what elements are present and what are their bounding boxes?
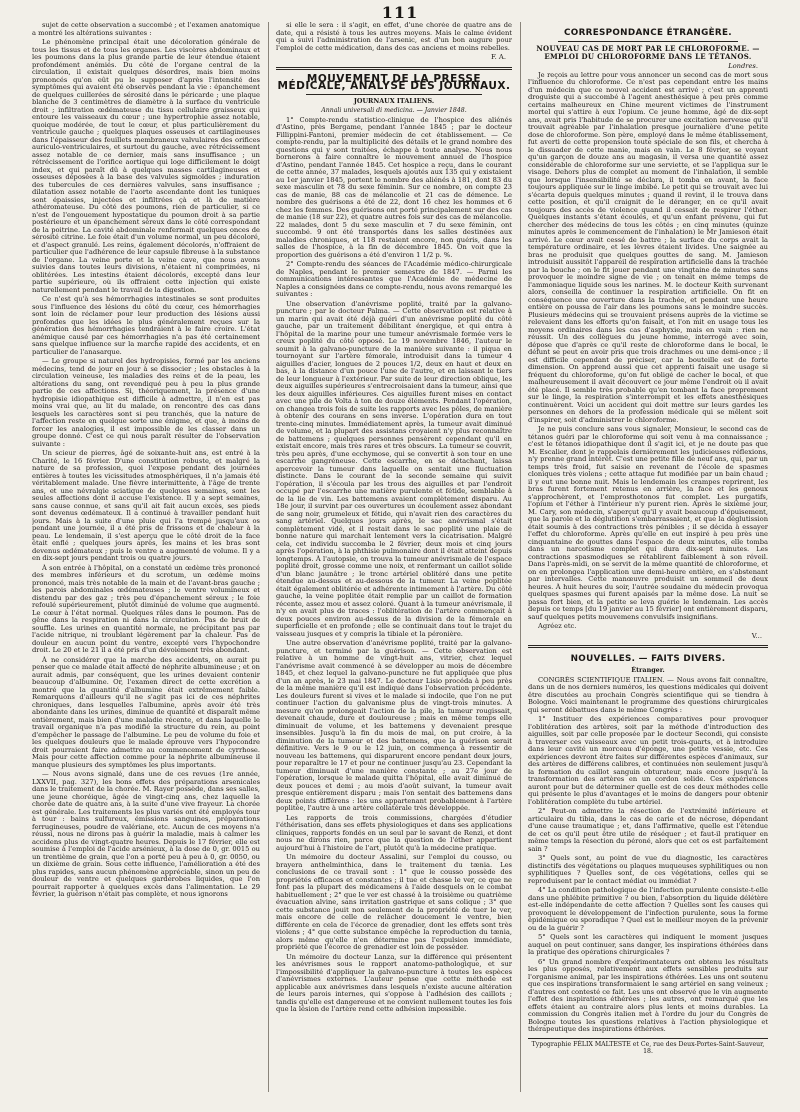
paragraph: — Nous avons signalé, dans une de ces revues (1re année, LXXVII, pag. 327), les bons effets des préparations arsenicales dans le traitement de la chorée. M. Rayer possède, dans ses salles, une jeune choréique, âgée de vingt-cinq ans, chez laquelle la chorée date de quatre ans, à la suite d'une vive frayeur. La chorée est générale. Les traitements les plus variés ont été employés tour à tour : bains sulfureux, émissions sanguines, préparations ferrugineuses, poudre de valériane, etc. Aucun de ces moyens n'a réussi, nous ne dirons pas à guérir la maladie, mais à calmer les accidens plus de vingt-quatre heures. Depuis le 17 février, elle est soumise à l'emploi de l'acide arsénieux, à la dose de 0, gr. 0015 ou un trentième de grain, que l'on a porté peu à peu à 0, gr. 0050, ou un dixième de grain. Sous cette influence, l'amélioration a été des plus rapides, sans aucun phénomène appréciable, sinon un peu de douleur de ventre et quelques garderobes liquides, que l'on pourrait rapporter à quelques excès dans l'alimentation. Le 29 février, la guérison n'était pas complète, et nous ignorons bbox=[32, 770, 260, 898]
paragraph: Les rapports de trois commissions, chargées d'étudier l'éthérisation, dans ses effets physiologiques et dans ses applications cliniques, rapports fondés en un seul par le savant de Renzi, et dont nous ne dirons rien, parce que la question de l'éther appartient aujourd'hui à l'histoire de l'art, plutôt qu'à la médecine pratique. bbox=[276, 813, 512, 852]
section-rule bbox=[276, 67, 512, 70]
paragraph: Une autre observation d'anévrisme poplité, traité par la galvano-puncture, et terminé par la guérison. — Cette observation est relative à un homme de vingt-huit ans, vitrier, chez lequel l'anévrisme avait commencé à se développer au mois de décembre 1845, et chez lequel la galvano-puncture ne fut appliquée que plus d'un an après, le 23 mai 1847. Le docteur Lisio procéda à peu près de la même manière qu'il est indiqué dans l'observation précédente. Les douleurs furent si vives et le malade si indocile, que l'on ne put continuer l'action du galvanisme plus de vingt-trois minutes. À mesure qu'on prolongeait l'action de la pile, la tumeur rougissait, devenait chaude, dure et douloureuse ; mais en même temps elle diminuait de volume, et les battemens y devenaient presque insensibles. Jusqu'à la fin du mois de mai, on put croire, à la diminution de la tumeur et des battemens, que la guérison serait définitive. Vers le 9 ou le 12 juin, on commença à ressentir de nouveau les battemens, qui disparurent encore pendant deux jours, pour reparaître le 17 et pour ne continuer jusqu'au 23. Cependant la tumeur diminuait d'une manière constante ; au 27e jour de l'opération, lorsque le malade quitta l'hôpital, elle avait diminué de deux pouces et demi ; au mois d'août suivant, la tumeur avait presque entièrement disparu ; mais l'on sentait des battemens dans deux points différens : les uns appartenant probablement à l'artère poplitée, l'autre à une artère collatérale très développée. bbox=[276, 639, 512, 812]
paragraph: CONGRÈS SCIENTIFIQUE ITALIEN. — Nous avons fait connaître, dans un de nos derniers numéros, les questions médicales qui doivent être discutées au prochain Congrès scientifique qui se tiendra à Bologne. Voici maintenant le programme des questions chirurgicales qui seront débattues dans le même Congrès : bbox=[528, 675, 768, 714]
paragraph: 6° Un grand nombre d'expérimentateurs ont obtenu les résultats les plus opposés, relativement aux effets sensibles produits sur l'organisme animal, par les inspirations éthérées. Les uns ont soutenu que ces inspirations transformaient le sang artériel en sang veineux ; d'autres ont contesté ce fait. Les uns ont observé que le vin augmente l'effet des inspirations éthérées ; les autres, ont remarqué que les effets étaient au contraire alors plus lents et moins durables. La commission du Congrès italien met à l'ordre du jour du Congrès de Bologne toutes les questions relatives à l'action physiologique et thérapeutique des inspirations éthérées. bbox=[528, 957, 768, 1033]
paragraph: Le phénomène principal était une décoloration générale de tous les tissus et de tous les organes. Les viscères abdominaux et les poumons dans la plus grande partie de leur étendue étaient profondément anémiés. Du côté de l'organe central de la circulation, il existait quelques désordres, mais bien moins prononcés qu'on eût pu le supposer d'après l'intensité des symptômes qui avaient été observés pendant la vie : épanchement de quelques cuillerées de sérosité dans le péricarde ; une plaque blanche de 3 centimètres de diamètre à la surface du ventricule droit ; infiltration œdémateuse du tissu cellulaire graisseux qui entoure les vaisseaux du cœur ; une hypertrophie assez notable, quoique modérée, de tout le cœur, et plus particulièrement du ventricule gauche ; quelques plaques osseuses et cartilagineuses dans l'épaisseur des feuillets membraneux valvulaires des orifices auriculo-ventriculaires, et surtout du gauche, avec rétrécissement assez notable de ce dernier, mais sans insuffisance ; un rétrécissement de l'orifice aortique qui loge difficilement le doigt index, et qui paraît dû à quelques masses cartilagineuses et osseuses déposées à la base des valvules sigmoïdes ; induration des tubercules de ces dernières valvules, sans insuffisance ; dilatation assez notable de l'aorte ascendante dont les tuniques sont épaissies, injectées et infiltrées çà et là de matière athéromateuse. Du côté des poumons, rien de particulier, si ce n'est de l'engouement hypostatique du poumon droit à sa partie postérieure et un épanchement séreux dans le côté correspondant de la poitrine. La cavité abdominale renfermait quelques onces de sérosité citrine. Le foie était d'un volume normal, un peu décoloré, et d'aspect granulé. Les reins, également décolorés, n'offraient de particulier que l'adhérence de leur capsule fibreuse à la substance de l'organe. La veine porte et la veine cave, que nous avons suivies dans toutes leurs divisions, n'étaient ni comprimées, ni oblitérées. Les intestins étaient décolorés, excepté dans leur partie supérieure, où ils offraient cette injection qui existe naturellement pendant le travail de la digestion. bbox=[32, 38, 260, 294]
paragraph: Un mémoire du docteur Lanza, sur la différence qui présentent les anévrismes sous le rapport anatomo-pathologique, et sur l'impossibilité d'appliquer la galvano-puncture à toutes les espèces d'anévrismes externes. L'auteur pense que cette méthode est applicable aux anévrismes dans lesquels n'existe aucune altération de leurs parois internes, qui s'oppose à l'adhésion des caillots ; tandis qu'elle est dangereuse et ne convient nullement toutes les fois que la lésion de l'artère rend cette adhésion impossible. bbox=[276, 952, 512, 1013]
paragraph: Agréez etc. bbox=[538, 622, 577, 630]
paragraph: 4° La condition pathologique de l'infection purulente consiste-t-elle dans une phlébite primitive ? ou bien, l'absorption du liquide délétère est-elle indépendante de cette affection ? Quelles sont les causes qui provoquent le développement de l'infection purulente, sous la forme épidémique ou sporadique ? Quel est le meilleur moyen de la prévenir ou de la guérir ? bbox=[528, 886, 768, 932]
paragraph: Ce n'est qu'à ses hémorrhagies intestinales se sont produites sous l'influence des lésions du côté du cœur, ces hémorrhagies sont loin de réclamer pour leur production des lésions aussi profondes que les idées le plus généralement reçues sur la génération des hémorrhagies tendraient à le faire croire. L'état anémique causé par ces hémorrhagies n'a pas été certainement sans quelque influence sur la marche rapide des accidents, et en particulier de l'anasarque. bbox=[32, 295, 260, 356]
paragraph: 5° Quels sont les caractères qui indiquent le moment jusques auquel on peut continuer, sans danger, les inspirations éthérées dans la pratique des opérations chirurgicales ? bbox=[528, 933, 768, 956]
divider bbox=[306, 94, 482, 95]
dateline: Londres. bbox=[728, 62, 758, 70]
section-subhead: JOURNAUX ITALIENS. bbox=[353, 96, 435, 105]
paragraph: Un scieur de pierres, âgé de soixante-huit ans, est entré à la Charité, le 16 février. D'une constitution robuste, et malgré la nature de sa profession, quoi l'expose pendant des journées entières à toutes les vicissitudes atmosphériques, il n'a jamais été véritablement malade. Une fièvre intermittente, à l'âge de trente ans, et une névralgie sciatique de quelques semaines, sont les seules affections dont il accuse l'existence. Il y a sept semaines, sans cause connue, et sans qu'il ait fait aucun excès, ses pieds sont devenus œdémateux. Il a continué à travailler pendant huit jours. Mais à la suite d'une pluie qui l'a trempé jusqu'aux os pendant une journée, il a été pris de frissons et de chaleur à la peau. Le lendemain, il s'est aperçu que le côté droit de la face était enflé ; quelques jours après, les mains et les bras sont devenus œdémateux ; puis le ventre a augmenté de volume. Il y a en dix-sept jours pendant trois ou quatre jours. bbox=[32, 449, 260, 562]
paragraph: 1° Instituer des expériences comparatives pour provoquer l'oblitération des artères, soit par la méthode d'introduction des aiguilles, soit par celle proposée par le docteur Secondi, qui consiste à traverser ces vaisseaux avec un petit trois-quarts, et à introduire dans leur cavité un morceau d'éponge, une petite vessie, etc. Ces expériences devront être faites sur différentes espèces d'animaux, sur des artères de différens calibres, et continuées non seulement jusqu'à la formation du caillot sanguin obturateur, mais encore jusqu'à la transformation des artères en un cordon solide. Ces expériences auront pour but de déterminer quelle est de ces deux méthodes celle qui présente le plus d'avantages et le moins de dangers pour obtenir l'oblitération complète du tube artériel. bbox=[528, 715, 768, 806]
journal-citation: Annali universali di medicina. — Janvier 1848. bbox=[321, 107, 467, 114]
paragraph: — Le groupe si naturel des hydropisies, formé par les anciens médecins, tend de jour en jour à se dissocier ; les obstacles à la circulation veineuse, les maladies des reins et de la peau, les altérations du sang, ont revendiqué peu à peu la plus grande partie de ces affections. Si, théoriquement, la présence d'une hydropisie idiopathique est difficile à admettre, il n'en est pas moins vrai que, au lit du malade, on rencontre des cas dans lesquels les caractères sont si peu tranchés, que la nature de l'affection reste en quelque sorte une énigme, et que, à moins de forcer les analogies, il est impossible de les classer dans un groupe donné. C'est ce qui nous paraît résulter de l'observation suivante : bbox=[32, 357, 260, 448]
paragraph: 2° Peut-on admettre la résection de l'extrémité inférieure et articulaire du tibia, dans le cas de carie et de nécrose, dépendant d'une cause traumatique ; et, dans l'affirmative, quelle est l'étendue de cet os qu'il peut être utile de réséquer ; et faut-il pratiquer en même temps la résection du péroné, alors que cet os est parfaitement sain ? bbox=[528, 807, 768, 853]
paragraph: 1° Compte-rendu statistico-clinique de l'hospice des aliénés d'Astino, près Bergame, pendant l'année 1845 ; par le docteur Fillippini-Fantoni, premier médecin de cet établissement. — Ce compte-rendu, par la multiplicité des détails et le grand nombre des questions qui y sont traitées, échappe à toute analyse. Nous nous bornerons à faire connaître le mouvement annuel de l'hospice d'Astino, pendant l'année 1845. Cet hospice a reçu, dans le courant de cette année, 37 malades, lesquels ajoutés aux 135 qui y existaient au 1er janvier 1845, portent le nombre des aliénés à 181, dont 83 du sexe masculin et 78 du sexe féminin. Sur ce nombre, on compte 23 cas de manie, 88 cas de mélancolie et 21 cas de démence. Le nombre des guérisons a été de 22, dont 16 chez les hommes et 6 chez les femmes. Des guérisons ont porté principalement sur des cas de manie (18 sur 22), et quatre autres fois sur des cas de mélancolie. 22 malades, dont 5 du sexe masculin et 7 du sexe féminin, ont succombé. 9 ont été transportés dans les salles destinées aux maladies chroniques, et 118 restaient encore, non guéris, dans les salles de l'hospice, à la fin de décembre 1845. On voit que la proportion des guérisons a été d'environ 1 1/2 p. %. bbox=[276, 115, 512, 259]
paragraph: sujet de cette observation a succombé ; et l'examen anatomique a montré les altérations suivantes : bbox=[32, 22, 260, 37]
section-rule bbox=[528, 645, 768, 648]
paragraph: Je ne puis conclure sans vous signaler, Monsieur, le second cas de tétanos guéri par le chloroforme qui soit venu à ma connaissance ; c'est le tétanos idiopathique dont il s'agit ici, et je ne doute pas que M. Escalier, dont je rappelais dernièrement les judicieuses réflexions, n'y prenne grand intérêt. C'est une petite fille de neuf ans, qui, par un temps très froid, fut saisie en revenant de l'école de spasmes cloniques très violens ; cette attaque fut modifiée par un bain chaud ; il y eut une bonne nuit. Mais le lendemain les crampes reprirent, les bras furent fortement retenus en arrière, la face et les genoux s'approchèrent, et l'emprosthotonos fut complet. Les purgatifs, l'opium et l'éther à l'intérieur n'y purent rien. Après le sixième jour, M. Cary, son médecin, s'aperçut qu'il y avait beaucoup d'épuisement, que la parole et la déglutition s'embarrassaient, et que la déglutission était soumis à des contractions très pénibles ; il se décida à essayer l'effet du chloroforme. Après qu'elle en eut inspiré à peu près une cinquantaine de gouttes dans l'espace de deux minutes, elle tomba dans un narcotisme complet qui dura dix-sept minutes. Les contractions spasmodiques se rétablirent faiblement à son réveil. Dans l'après-midi, on se servit de la même quantité de chloroforme, et on en prolongea l'application une demi-heure entière, en s'abstenant par intervalles. Cette manœuvre produisit un sommeil de deux heures. À huit heures du soir, l'autrée soudaine du médecin provoqua quelques spasmes qui furent apaisés par la même dose. La nuit se passa fort bien, et la petite se leva guérie le lendemain. Les accès depuis ce temps [du 19 janvier au 15 février] ont entièrement disparu, sauf quelques petits mouvemens convulsifs insignifians. bbox=[528, 425, 768, 621]
paragraph: 3° Quels sont, au point de vue du diagnostic, les caractères distinctifs des végétations ou plaques muqueuses syphilitiques ou non syphilitiques ? Quelles sont, de ces végétations, celles qui se reproduisent par le contact médiat ou immédiat ? bbox=[528, 854, 768, 885]
paragraph: Un mémoire du docteur Assalini, sur l'emploi du cousso, ou brayera anthelminthica, dans le traitement du tænia. Les conclusions de ce travail sont : 1° que le cousso possède des propriétés efficaces et constantes ; il tue et chasse le ver, ce que ne font pas la plupart des médicamens à l'aide desquels on le combat habituellement ; 2° que le ver est chassé à la troisième ou quatrième évacuation alvine, sans irritation gastrique et sans colique ; 3° que cette substance jouit non seulement de la propriété de tuer le ver, mais encore de celle de relâcher doucement le ventre, bien différente en cela de l'écorce de grenadier, dont les effets sont très violens ; 4° que cette substance empêche la reproduction du tænia, alors même qu'elle n'en détermine pas l'expulsion immédiate, propriété que l'écorce de grenadier est loin de posséder. bbox=[276, 853, 512, 951]
printer-imprint: Typographie FÉLIX MALTESTE et Ce, rue des Deux-Portes-Saint-Sauveur, 18. bbox=[528, 1038, 768, 1056]
section-headline: NOUVELLES. — FAITS DIVERS. bbox=[570, 654, 726, 664]
article-signature: V... bbox=[751, 631, 762, 640]
column-divider bbox=[268, 22, 269, 1092]
section-headline: MOUVEMENT DE LA PRESSE MÉDICALE, ANALYSE DES JOURNAUX. bbox=[277, 72, 511, 92]
paragraph: si elle le sera : il s'agit, en effet, d'une chorée de quatre ans de date, qui a résisté à tous les autres moyens. Mais le calme évident qui a suivi l'administration de l'arsenic, est d'un bon augure pour l'emploi de cette médication, dans des cas anciens et moins rebelles. bbox=[276, 22, 512, 52]
divider bbox=[558, 41, 738, 42]
column-middle bbox=[276, 22, 512, 1100]
column-divider bbox=[520, 22, 521, 1092]
article-signature: F. A. bbox=[490, 53, 506, 61]
article-title: NOUVEAU CAS DE MORT PAR LE CHLOROFORME. — EMPLOI DU CHLOROFORME DANS LE TÉTANOS. bbox=[536, 44, 760, 61]
column-right bbox=[528, 22, 768, 1100]
column-left bbox=[32, 22, 260, 1100]
paragraph: Je reçois au lettre pour vous annoncer un second cas de mort sous l'influence du chloroforme. Ce n'est pas cependant entre les mains d'un médecin que ce nouvel accident est arrivé ; c'est un apprenti droguiste qui a succombé à l'agent anesthésique à peu près comme certains malheureux en Chine meurent victimes de l'instrument mortel qui s'attire à eux l'opium. Ce jeune homme, âgé de dix-sept ans, avait pris l'habitude de se procurer une excitation nerveuse qu'il trouvait agréable par l'inhalation presque journalière d'une petite dose de chloroforme. Son père, employé dans le même établissement, fut averti de cette propension toute spéciale de son fils, et chercha à le dissuader de cette manie, mais en vain. Le 8 février, se voyant qu'un garçon de douze ans au magasin, il versa une quantité assez considérable de chloroforme sur une serviette, et se l'appliqua sur le visage. Dehors plus de complet au moment de l'inhalation, il semble que lorsque l'insensibilité se déclara, il tomba en avant, la face toujours appliquée sur le linge imbibé. Le petit qui se trouvait avec lui s'écarta depuis quelques minutes ; quand il revint, il le trouva dans cette position, et qu'il craignit de le déranger, en ce qu'il avait toujours des accès de violence quand il cessait de respirer l'éther. Quelques instants s'étant écoulés, et qu'un enfant prévenu, qui fut chercher des médecins de tous les côtés ; en cinq minutes (quinze minutes après le commencement de l'inhalation) le Mr Jamieson était arrivé. Le cœur avait cessé de battre ; la surface du corps avait la température ordinaire, et les lèvres étaient livides. Une saignée au bras ne produisit que quelques gouttes de sang. M. Jamieson introduisit aussitôt l'appareil de respiration artificielle dans la trachée par la bouche ; on le fit jouer pendant une vingtaine de minutes sans provoquer le moindre signe de vie ; on tenait en même temps de l'ammoniaque liquide sous les narines. M. le docteur Keith survenant alors, conseilla de continuer la respiration artificielle. On fit en conséquence une ouverture dans la trachée, et pendant une heure entière on poussa de l'air dans les poumons sans le moindre succès. Plusieurs médecins qui se trouvaient présens auprès de la victime se relevaient dans les efforts qu'on faisait, et l'on mit en usage tous les moyens ordinaires dans les cas d'asphyxie, mais en vain : rien ne réussit. Un des collègues du jeune homme, interrogé avec soin, dépose que d'après ce qu'il reste de chloroforme dans le bocal, le défunt se peut en avoir pris que trois drachmes ou une demi-once ; il est difficile cependant de préciser, car la bouteille est de forte dimension. On apprend aussi que cet apprenti faisait une usage si fréquent du chloroforme, qu'on fut obligé de cacher le bocal, et que malheureusement il avait découvert ce jour même l'endroit où il avait été placé. Il semble très probable qu'en tombant la face proprement sur le linge, la respiration s'interrompit et les effets anesthésiques continuèrent. Voici un accident qui doit mettre sur leurs gardes les personnes en dehors de la profession médicale qui se mêlent soit d'inspirer, soit d'administrer le chloroforme. bbox=[528, 70, 768, 424]
paragraph: À son entrée à l'hôpital, on a constaté un œdème très prononcé des membres inférieurs et du scrotum, un œdème moins prononcé, mais très notable de la main et de l'avant-bras gauche ; les parois abdominales œdémateuses ; le ventre volumineux et distendu par des gaz ; très peu d'épanchement séreux ; le foie refoulé supérieurement, plutôt diminué de volume que augmenté. Le cœur à l'état normal. Quelques râles dans le poumon. Pas de gêne dans la respiration ni dans la circulation. Pas de bruit de souffle. Les urines en quantité normale, ne précipitant pas par l'acide nitrique, ni troublant légèrement par la chaleur. Pas de douleur en aucun point du ventre, excepté vers l'hypochondre droit. Le 20 et le 21 il a été pris d'un dévoiement très abondant. bbox=[32, 563, 260, 654]
paragraph: À ne considérer que la marche des accidents, on aurait pu penser que ce malade était affecté de néphrite albumineuse ; et on aurait admis, par conséquent, que les urines devaient contenir beaucoup d'albumine. Or, l'examen direct de cette excrétion a montré que la quantité d'albumine était extrêmement faible. Remarquons d'ailleurs qu'il ne s'agit pas ici de ces néphrites chroniques, dans lesquelles l'albumine, après avoir été très abondante dans les urines, diminue de quantité et disparaît même entièrement, mais bien d'une maladie récente, et dans laquelle le travail organique n'a pas modifié la structure du rein, au point d'empêcher le passage de l'albumine. Le peu de volume du foie et les quelques douleurs que le malade éprouve vers l'hypocondre droit pourraient faire admettre au commencement de cyrrhose. Mais pour cette affection comme pour la néphrite albumineuse il manque plusieurs des symptômes les plus importants. bbox=[32, 655, 260, 769]
section-headline: CORRESPONDANCE ÉTRANGÈRE. bbox=[564, 28, 732, 38]
page-number: 111 bbox=[381, 3, 419, 22]
section-subhead: Étranger. bbox=[631, 666, 665, 674]
paragraph: 2° Compte-rendu des séances de l'Académie médico-chirurgicale de Naples, pendant le premier semestre de 1847. — Parmi les communications intéressantes que l'Académie de médecine de Naples a consignées dans ce compte-rendu, nous avons remarqué les suivantes : bbox=[276, 260, 512, 298]
paragraph: Une observation d'anévrisme poplité, traité par la galvano-puncture ; par le docteur Palma. — Cette observation est relative à un marin qui avait été déjà guéri d'un anévrisme poplité du côté gauche, par un traitement débilitant énergique, et qui entra à l'hôpital de la marine pour une tumeur anévrismale formée vers le creux poplité du côté opposé. Le 19 novembre 1846, l'auteur le soumit à la galvano-puncture de la manière suivante : il piqua en tournoyant sur l'artère fémorale, introduisit dans la tumeur 4 aiguilles d'acier, longues de 2 pouces 1/2, deux en haut et deux en bas, à la distance d'un pouce l'une de l'autre, et en laissant le tiers de leur longueur à l'extérieur. Par suite de leur direction oblique, les deux aiguilles supérieures s'entrecroisaient dans la tumeur, ainsi que les deux aiguilles inférieures. Ces aiguilles furent mises en contact avec une pile de Volta à ton de douze éléments. Pendant l'opération, on changea trois fois de suite les rapports avec les pôles, de manière à obtenir des courans en sens inverse. L'opération dura en tout trente-cinq minutes. Immédiatement après, la tumeur avait diminué de volume, et la plupart des assistans croyaient n'y plus reconnaître de battemens ; quelques personnes pensèrent cependant qu'il en existait encore, mais très rares et très obscurs. La tumeur se couvrit, très peu après, d'une ecchymose, qui se convertit à son tour en une escarrhe gangréneuse. Cette escarrhe, en se détachant, laissa apercevoir la tumeur dans laquelle on sentait une fluctuation distincte. Dans le courant de la seconde semaine qui suivit l'opération, il s'écoula par les trous des aiguilles et par l'endroit occupé par l'escarrhe une matière purulente et fétide, semblable à de la lie de vin. Les battemens avaient complètement disparu. Au 18e jour, il survint par ces ouvertures un écoulement assez abondant de sang noir, grumeleux et fétide, qui n'avait rien des caractères du sang artériel. Quelques jours après, le sac anévrismal s'était complètement vidé, et il restait dans le sac poplité une plaie de bonne nature qui marchait lentement vers la cicatrisation. Malgré cela, cet individu succomba le 2 février, deux mois et cinq jours après l'opération, à la phthisie pulmonaire dont il était atteint depuis longtemps. À l'autopsie, on trouva la tumeur anévrismale de l'espace poplité droit, grosse comme une noix, et renfermant un caillot solide d'un blanc jaunâtre ; le tronc artériel oblitéré dans une petite étendue au-dessus et au-dessous de la tumeur. La veine poplitée était également oblitérée et adhérente intimement à l'artère. Du côté gauche, la veine poplitée était remplie par un caillot de formation récente, assez mou et assez coloré. Quant à la tumeur anévrismale, il n'y en avait plus de traces : l'oblitération de l'artère commençait à deux pouces environ au-dessus de la division de la fémorale en superficielle et en profonde ; elle se continuait dans tout le trajet du vaisseau jusques et y compris la tibiale et la péronière. bbox=[276, 299, 512, 638]
